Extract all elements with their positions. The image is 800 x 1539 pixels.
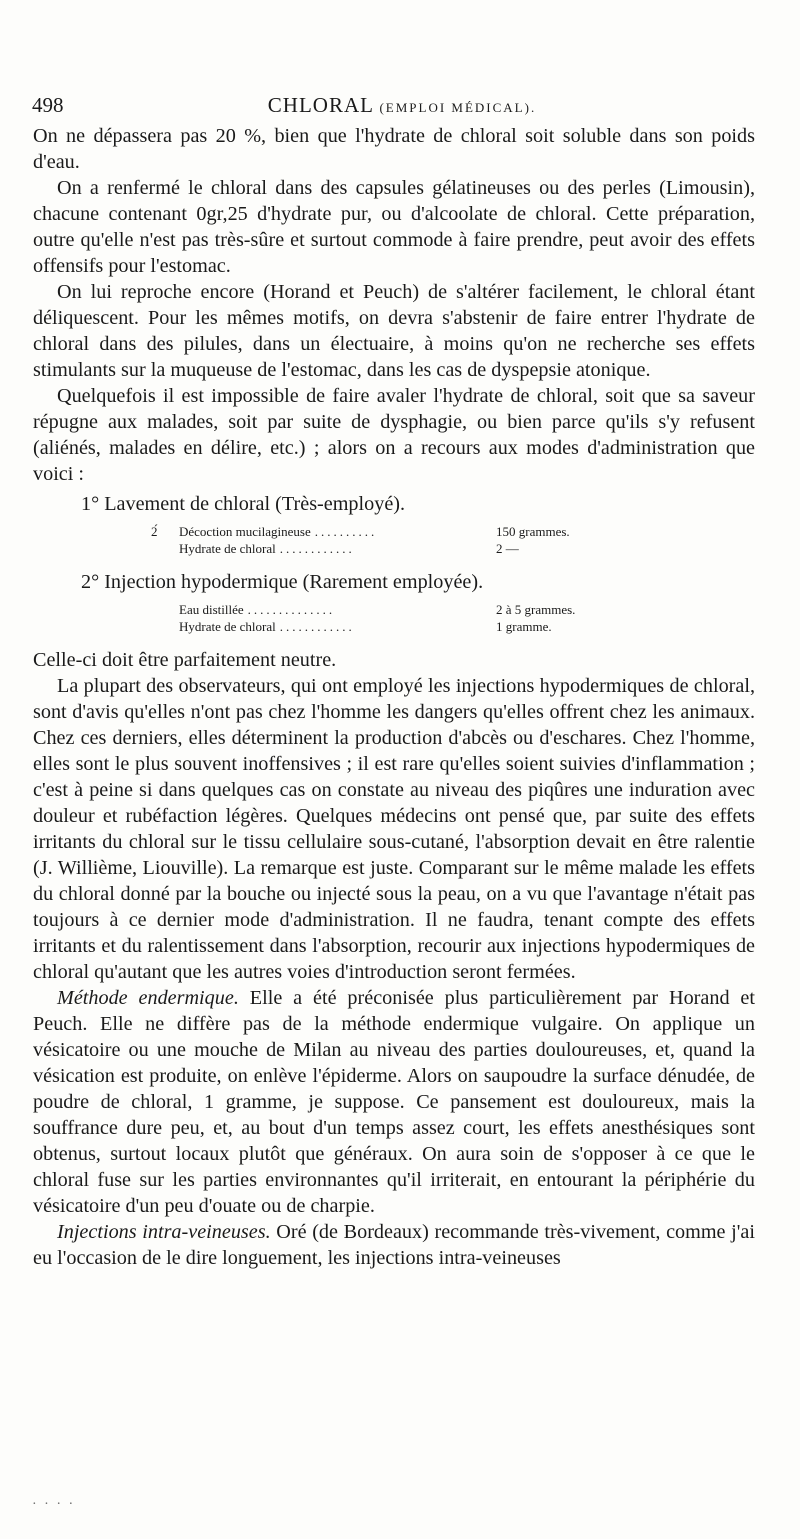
section-lead-injections-intra-veineuses: Injections intra-veineuses. [57, 1221, 271, 1243]
recipe-leader-dots: .............. [247, 602, 336, 617]
page-number: 498 [32, 93, 64, 117]
section-lead-methode-endermique: Méthode endermique. [57, 987, 239, 1009]
recipe-ingredient: Hydrate de chloral [179, 619, 276, 634]
recipe-ingredient: Hydrate de chloral [179, 541, 276, 556]
recipe-ingredient: Décoction mucilagineuse [179, 524, 311, 539]
running-title [32, 92, 772, 121]
recipe-row [151, 523, 611, 540]
recipe-quantity: 150 grammes. [496, 524, 570, 539]
recipe-quantity: 1 gramme. [496, 619, 552, 634]
paragraph-8-body: Oré (de Bordeaux) recommande très-vivement, comme j'ai eu l'occasion de le dire longuement, les injections intra-veineuses [33, 1221, 755, 1269]
recipe-injection [151, 601, 611, 635]
paragraph-3: On lui reproche encore (Horand et Peuch) de s'altérer facilement, le chloral étant déliquescent. Pour les mêmes motifs, on devra s'abstenir de faire entrer l'hydrate de chloral dans des pilules, dans un électuaire, à moins qu'on ne recherche ses effets stimulants sur la muqueuse de l'estomac, dans les cas de dyspepsie atonique. [33, 281, 755, 381]
recipe-leader-dots: ............ [279, 619, 355, 634]
page-header [32, 92, 772, 118]
recipe-quantity: 2 — [496, 541, 519, 556]
paragraph-7 [33, 985, 755, 1219]
running-title-main: CHLORAL [267, 93, 374, 117]
list-item-lavement: 1° Lavement de chloral (Très-employé). [81, 493, 406, 515]
paragraph-6: La plupart des observateurs, qui ont employé les injections hypodermiques de chloral, sont d'avis qu'elles n'ont pas chez l'homme les dangers qu'elles offrent chez les animaux. Chez ces derniers, elles déterminent la production d'abcès ou d'eschares. Chez l'homme, elles sont le plus souvent inoffensives ; il est rare qu'elles soient suivies d'inflammation ; c'est à peine si dans quelques cas on constate au niveau des piqûres une induration avec douleur et rubéfaction légères. Quelques médecins ont pensé que, par suite des effets irritants du chloral sur le tissu cellulaire sous-cutané, l'absorption devait en être ralentie (J. Willième, Liouville). La remarque est juste. Comparant sur le même malade les effets du chloral donné par la bouche ou injecté sous la peau, on a vu que l'avantage n'était pas toujours à ce dernier mode d'administration. Il ne faudra, tenant compte des effets irritants et du ralentissement dans l'absorption, recourir aux injections hypodermiques de chloral qu'autant que les autres voies d'introduction seront fermées. [33, 675, 755, 983]
recipe-symbol: 2́ [151, 524, 158, 539]
paragraph-5: Celle-ci doit être parfaitement neutre. [33, 649, 337, 671]
recipe-quantity: 2 à 5 grammes. [496, 602, 576, 617]
recipe-leader-dots: ............ [279, 541, 355, 556]
footer-marks: · · · · [32, 1497, 76, 1512]
recipe-row [151, 618, 611, 635]
body-text [33, 123, 755, 1271]
recipe-leader-dots: .......... [314, 524, 378, 539]
paragraph-7-body: Elle a été préconisée plus particulièrement par Horand et Peuch. Elle ne diffère pas de la méthode endermique vulgaire. On applique un vésicatoire ou une mouche de Milan au niveau des parties douloureuses, et, quand la vésication est produite, on enlève l'épiderme. Alors on saupoudre la surface dénudée, de poudre de chloral, 1 gramme, je suppose. Ce pansement est douloureux, mais la souffrance dure peu, et, au bout d'un temps assez court, les effets anesthésiques sont obtenus, surtout locaux plutôt que généraux. On aura soin de s'opposer à ce que le chloral fuse sur les parties environnantes qu'il irriterait, en entourant la périphérie du vésicatoire d'un peu d'ouate ou de charpie. [33, 987, 755, 1217]
running-title-sub: (EMPLOI MÉDICAL). [379, 100, 537, 115]
paragraph-4: Quelquefois il est impossible de faire avaler l'hydrate de chloral, soit que sa saveur répugne aux malades, soit par suite de dysphagie, ou bien parce qu'ils s'y refusent (aliénés, malades en délire, etc.) ; alors on a recours aux modes d'administration que voici : [33, 385, 755, 485]
paragraph-8 [33, 1219, 755, 1271]
paragraph-2: On a renfermé le chloral dans des capsules gélatineuses ou des perles (Limousin), chacune contenant 0gr,25 d'hydrate pur, ou d'alcoolate de chloral. Cette préparation, outre qu'elle n'est pas très-sûre et surtout commode à faire prendre, peut avoir des effets offensifs pour l'estomac. [33, 177, 755, 277]
list-item-injection: 2° Injection hypodermique (Rarement employée). [81, 571, 484, 593]
recipe-row [151, 601, 611, 618]
recipe-ingredient: Eau distillée [179, 602, 244, 617]
paragraph-1: On ne dépassera pas 20 %, bien que l'hydrate de chloral soit soluble dans son poids d'eau. [33, 125, 755, 173]
recipe-row [151, 540, 611, 557]
recipe-lavement [151, 523, 611, 557]
